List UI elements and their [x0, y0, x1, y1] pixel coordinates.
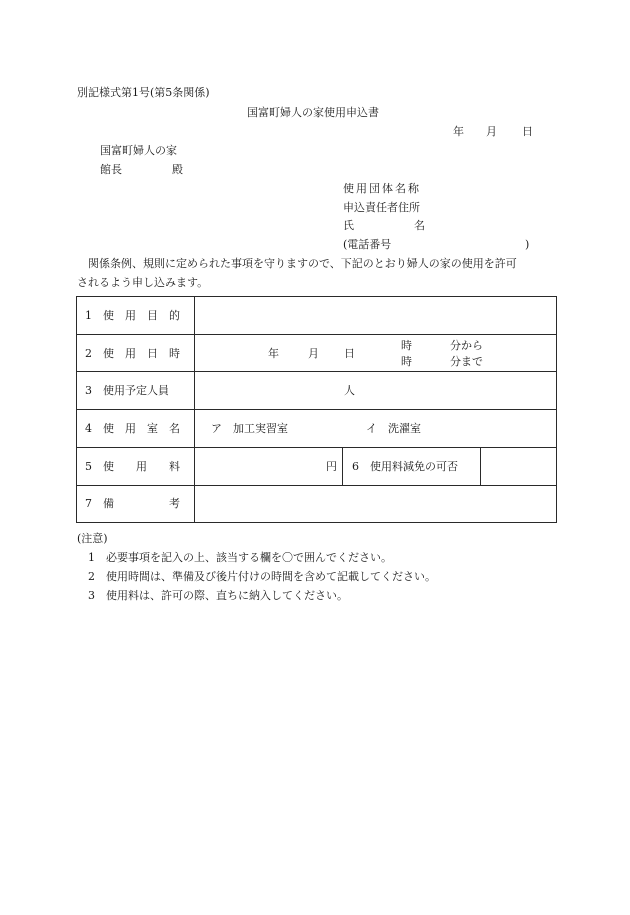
table-border-bottom: [76, 522, 557, 523]
form-title: 国富町婦人の家使用申込書: [247, 106, 379, 119]
table-row-divider: [76, 447, 557, 448]
datetime-hour-end: 時: [401, 355, 412, 368]
table-border-top: [76, 296, 557, 297]
addressee-facility: 国富町婦人の家: [100, 144, 177, 157]
body-text-line-2: されるよう申し込みます。: [77, 276, 209, 289]
row-exemption-label: 6 使用料減免の可否: [352, 460, 458, 473]
name-label-first: 氏: [343, 219, 354, 232]
table-row-divider: [76, 334, 557, 335]
datetime-until: 分まで: [450, 355, 483, 368]
org-name-label: 使用団体名称: [343, 182, 421, 195]
datetime-year: 年: [268, 347, 279, 360]
table-exemption-divider: [480, 447, 481, 485]
row-room-label: 4 使 用 室 名: [85, 422, 180, 435]
table-border-left: [76, 296, 77, 523]
notes-heading: (注意): [77, 532, 108, 545]
note-item: 1 必要事項を記入の上、該当する欄を〇で囲んでください。: [88, 551, 392, 564]
addressee-honorific: 殿: [172, 163, 183, 176]
row-attendance-label: 3 使用予定人員: [85, 384, 169, 397]
room-option-b: イ 洗濯室: [366, 422, 421, 435]
room-option-a: ア 加工実習室: [211, 422, 288, 435]
row-fee-label: 5 使 用 料: [85, 460, 180, 473]
table-label-divider: [194, 296, 195, 523]
phone-label: (電話番号: [343, 238, 392, 251]
table-row-divider: [76, 485, 557, 486]
datetime-month: 月: [308, 347, 319, 360]
attendance-unit: 人: [344, 384, 355, 397]
note-item: 2 使用時間は、準備及び後片付けの時間を含めて記載してください。: [88, 570, 436, 583]
table-fee-divider: [342, 447, 343, 485]
table-row-divider: [76, 409, 557, 410]
datetime-day: 日: [344, 347, 355, 360]
table-border-right: [556, 296, 557, 523]
responsible-address-label: 申込責任者住所: [343, 201, 420, 214]
phone-close-paren: ): [525, 238, 530, 251]
table-row-divider: [76, 371, 557, 372]
datetime-from: 分から: [450, 339, 483, 352]
row-datetime-label: 2 使 用 日 時: [85, 347, 180, 360]
body-text-line-1: 関係条例、規則に定められた事項を守りますので、下記のとおり婦人の家の使用を許可: [88, 257, 517, 270]
date-month: 月: [486, 125, 497, 138]
datetime-hour-start: 時: [401, 339, 412, 352]
note-item: 3 使用料は、許可の際、直ちに納入してください。: [88, 589, 348, 602]
row-purpose-label: 1 使 用 目 的: [85, 309, 180, 322]
addressee-director: 館長: [100, 163, 122, 176]
name-label-second: 名: [414, 219, 425, 232]
date-day: 日: [522, 125, 533, 138]
date-year: 年: [453, 125, 464, 138]
fee-unit: 円: [326, 460, 337, 473]
form-reference: 別記様式第1号(第5条関係): [77, 86, 210, 99]
row-remarks-label: 7 備 考: [85, 497, 180, 510]
